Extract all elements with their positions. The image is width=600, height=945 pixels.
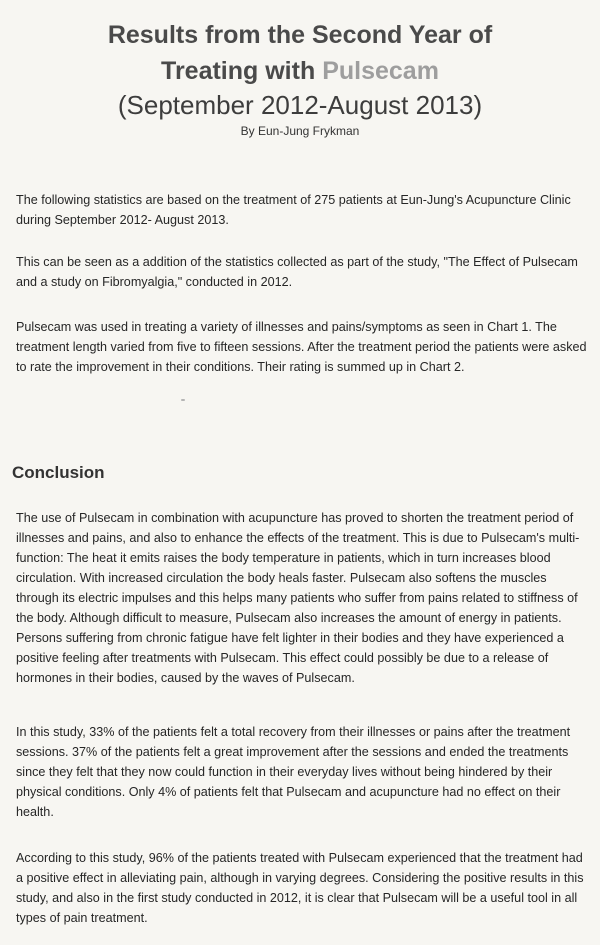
intro-paragraph-2: This can be seen as a addition of the statistics collected as part of the study, "The Effect of Pulsecam and a study on Fibromyalgia," conducted in 2012. [16,255,578,289]
title-line-2 [0,56,600,87]
intro-paragraph-3: Pulsecam was used in treating a variety of illnesses and pains/symptoms as seen in Chart 1. The treatment length varied from five to fifteen sessions. After the treatment period the patients were asked to rate the improvement in their conditions. Their rating is summed up in Chart 2. [16,320,587,374]
title-line-3: (September 2012-August 2013) [117,90,483,120]
author-byline: By Eun-Jung Frykman [240,124,360,138]
conclusion-paragraph-1: The use of Pulsecam in combination with acupuncture has proved to shorten the treatment period of illnesses and pains, and also to enhance the effects of the treatment. This is due to Pulsecam's multi-function: The heat it emits raises the body temperature in patients, which in turn increases blood circulation. With increased circulation the body heals faster. Pulsecam also softens the muscles through its electric impulses and this helps many patients who suffer from pains related to stiffness of the body. Although difficult to measure, Pulsecam also increases the amount of energy in patients. Persons suffering from chronic fatigue have felt lighter in their bodies and they have experienced a positive feeling after treatments with Pulsecam. This effect could possibly be due to a release of hormones in their bodies, caused by the waves of Pulsecam. [16,511,580,685]
paper-speck [181,399,185,401]
conclusion-heading: Conclusion [12,463,105,482]
intro-paragraph-1: The following statistics are based on the treatment of 275 patients at Eun-Jung's Acupuncture Clinic during September 2012- August 2013. [16,193,571,227]
title-line-1: Results from the Second Year of [107,21,493,49]
brand-name: Pulsecam [322,57,439,85]
title-line-2-prefix: Treating with [161,57,316,85]
conclusion-paragraph-2: In this study, 33% of the patients felt a total recovery from their illnesses or pains after the treatment sessions. 37% of the patients felt a great improvement after the sessions and ended the treatments since they felt that they now could function in their everyday lives without being hindered by their physical conditions. Only 4% of patients felt that Pulsecam and acupuncture had no effect on their health. [16,725,571,819]
conclusion-paragraph-3: According to this study, 96% of the patients treated with Pulsecam experienced that the treatment had a positive effect in alleviating pain, although in varying degrees. Considering the positive results in this study, and also in the first study conducted in 2012, it is clear that Pulsecam will be a useful tool in all types of pain treatment. [16,851,584,925]
